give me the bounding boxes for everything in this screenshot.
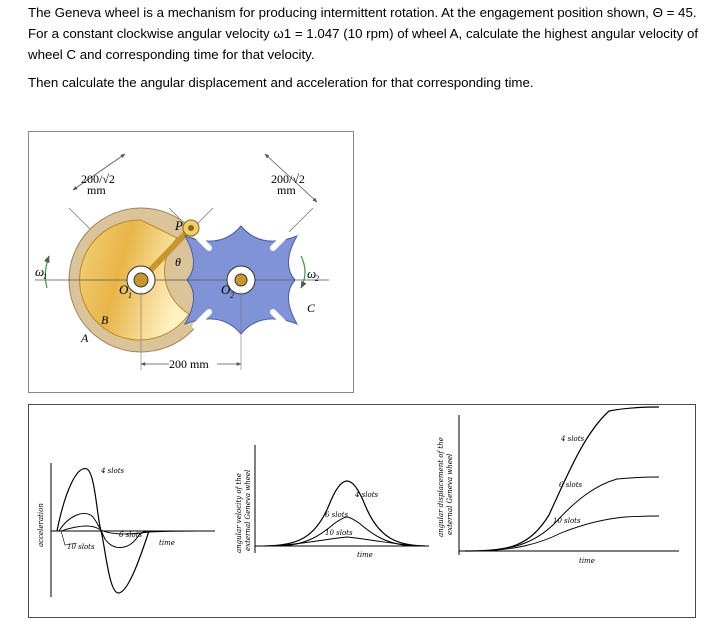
displacement-ylabel-line2: external Geneva wheel	[446, 453, 454, 535]
velocity-ylabel-line2: external Geneva wheel	[244, 469, 252, 551]
dim-bottom-label: 200 mm	[169, 357, 209, 371]
O2-label: O	[221, 282, 231, 297]
acceleration-label-10-slots: 10 slots	[67, 543, 95, 551]
dim-left-label: 200/√2	[81, 172, 115, 186]
displacement-ylabel-line1: angular displacement of the	[437, 437, 445, 537]
svg-text:2: 2	[315, 274, 319, 283]
dim-right-unit: mm	[277, 183, 296, 197]
problem-paragraph-2: Then calculate the angular displacement and acceleration for that corresponding time.	[28, 75, 534, 90]
acceleration-ylabel: acceleration	[37, 503, 45, 547]
omega2-arrow	[301, 256, 305, 288]
characteristic-curves-drawing	[29, 405, 695, 617]
svg-text:2: 2	[230, 291, 234, 300]
velocity-label-6-slots: 6 slots	[325, 511, 349, 519]
displacement-graph	[437, 407, 679, 565]
displacement-curve-4-slots	[465, 407, 659, 551]
geneva-mechanism-drawing	[29, 132, 353, 392]
problem-statement	[28, 2, 718, 93]
dim-left-unit: mm	[87, 183, 106, 197]
acceleration-graph	[37, 463, 215, 597]
geneva-mechanism-figure	[28, 131, 354, 393]
displacement-label-6-slots: 6 slots	[559, 481, 583, 489]
svg-text:1: 1	[128, 291, 132, 300]
velocity-graph	[235, 445, 429, 559]
dim-right-label: 200/√2	[271, 172, 305, 186]
omega2-label: ω	[307, 266, 317, 281]
theta-label: θ	[175, 255, 181, 269]
displacement-label-4-slots: 4 slots	[561, 435, 585, 443]
characteristic-curves-figure	[28, 404, 696, 618]
B-label: B	[101, 313, 109, 327]
displacement-xlabel: time	[579, 557, 595, 565]
acceleration-label-6-slots: 6 slots	[119, 531, 143, 539]
O1-label: O	[119, 282, 129, 297]
velocity-ylabel-line1: angular velocity of the	[235, 473, 243, 553]
P-label: P	[175, 218, 183, 233]
displacement-label-10-slots: 10 slots	[553, 517, 581, 525]
svg-text:1: 1	[43, 272, 47, 281]
acceleration-xlabel: time	[159, 539, 175, 547]
velocity-label-10-slots: 10 slots	[325, 529, 353, 537]
A-label: A	[81, 331, 89, 345]
omega1-label: ω	[35, 264, 45, 279]
C-label: C	[307, 301, 316, 315]
velocity-xlabel: time	[357, 551, 373, 559]
velocity-label-4-slots: 4 slots	[355, 491, 379, 499]
problem-paragraph-1: The Geneva wheel is a mechanism for producing intermittent rotation. At the engagement position shown, Θ = 45. For a constant clockwise angular velocity ω1 = 1.047 (10 rpm) of wheel A, calculate the highest angular velocity of wheel C and corresponding time for that velocity.	[28, 5, 699, 62]
acceleration-label-4-slots: 4 slots	[101, 467, 125, 475]
